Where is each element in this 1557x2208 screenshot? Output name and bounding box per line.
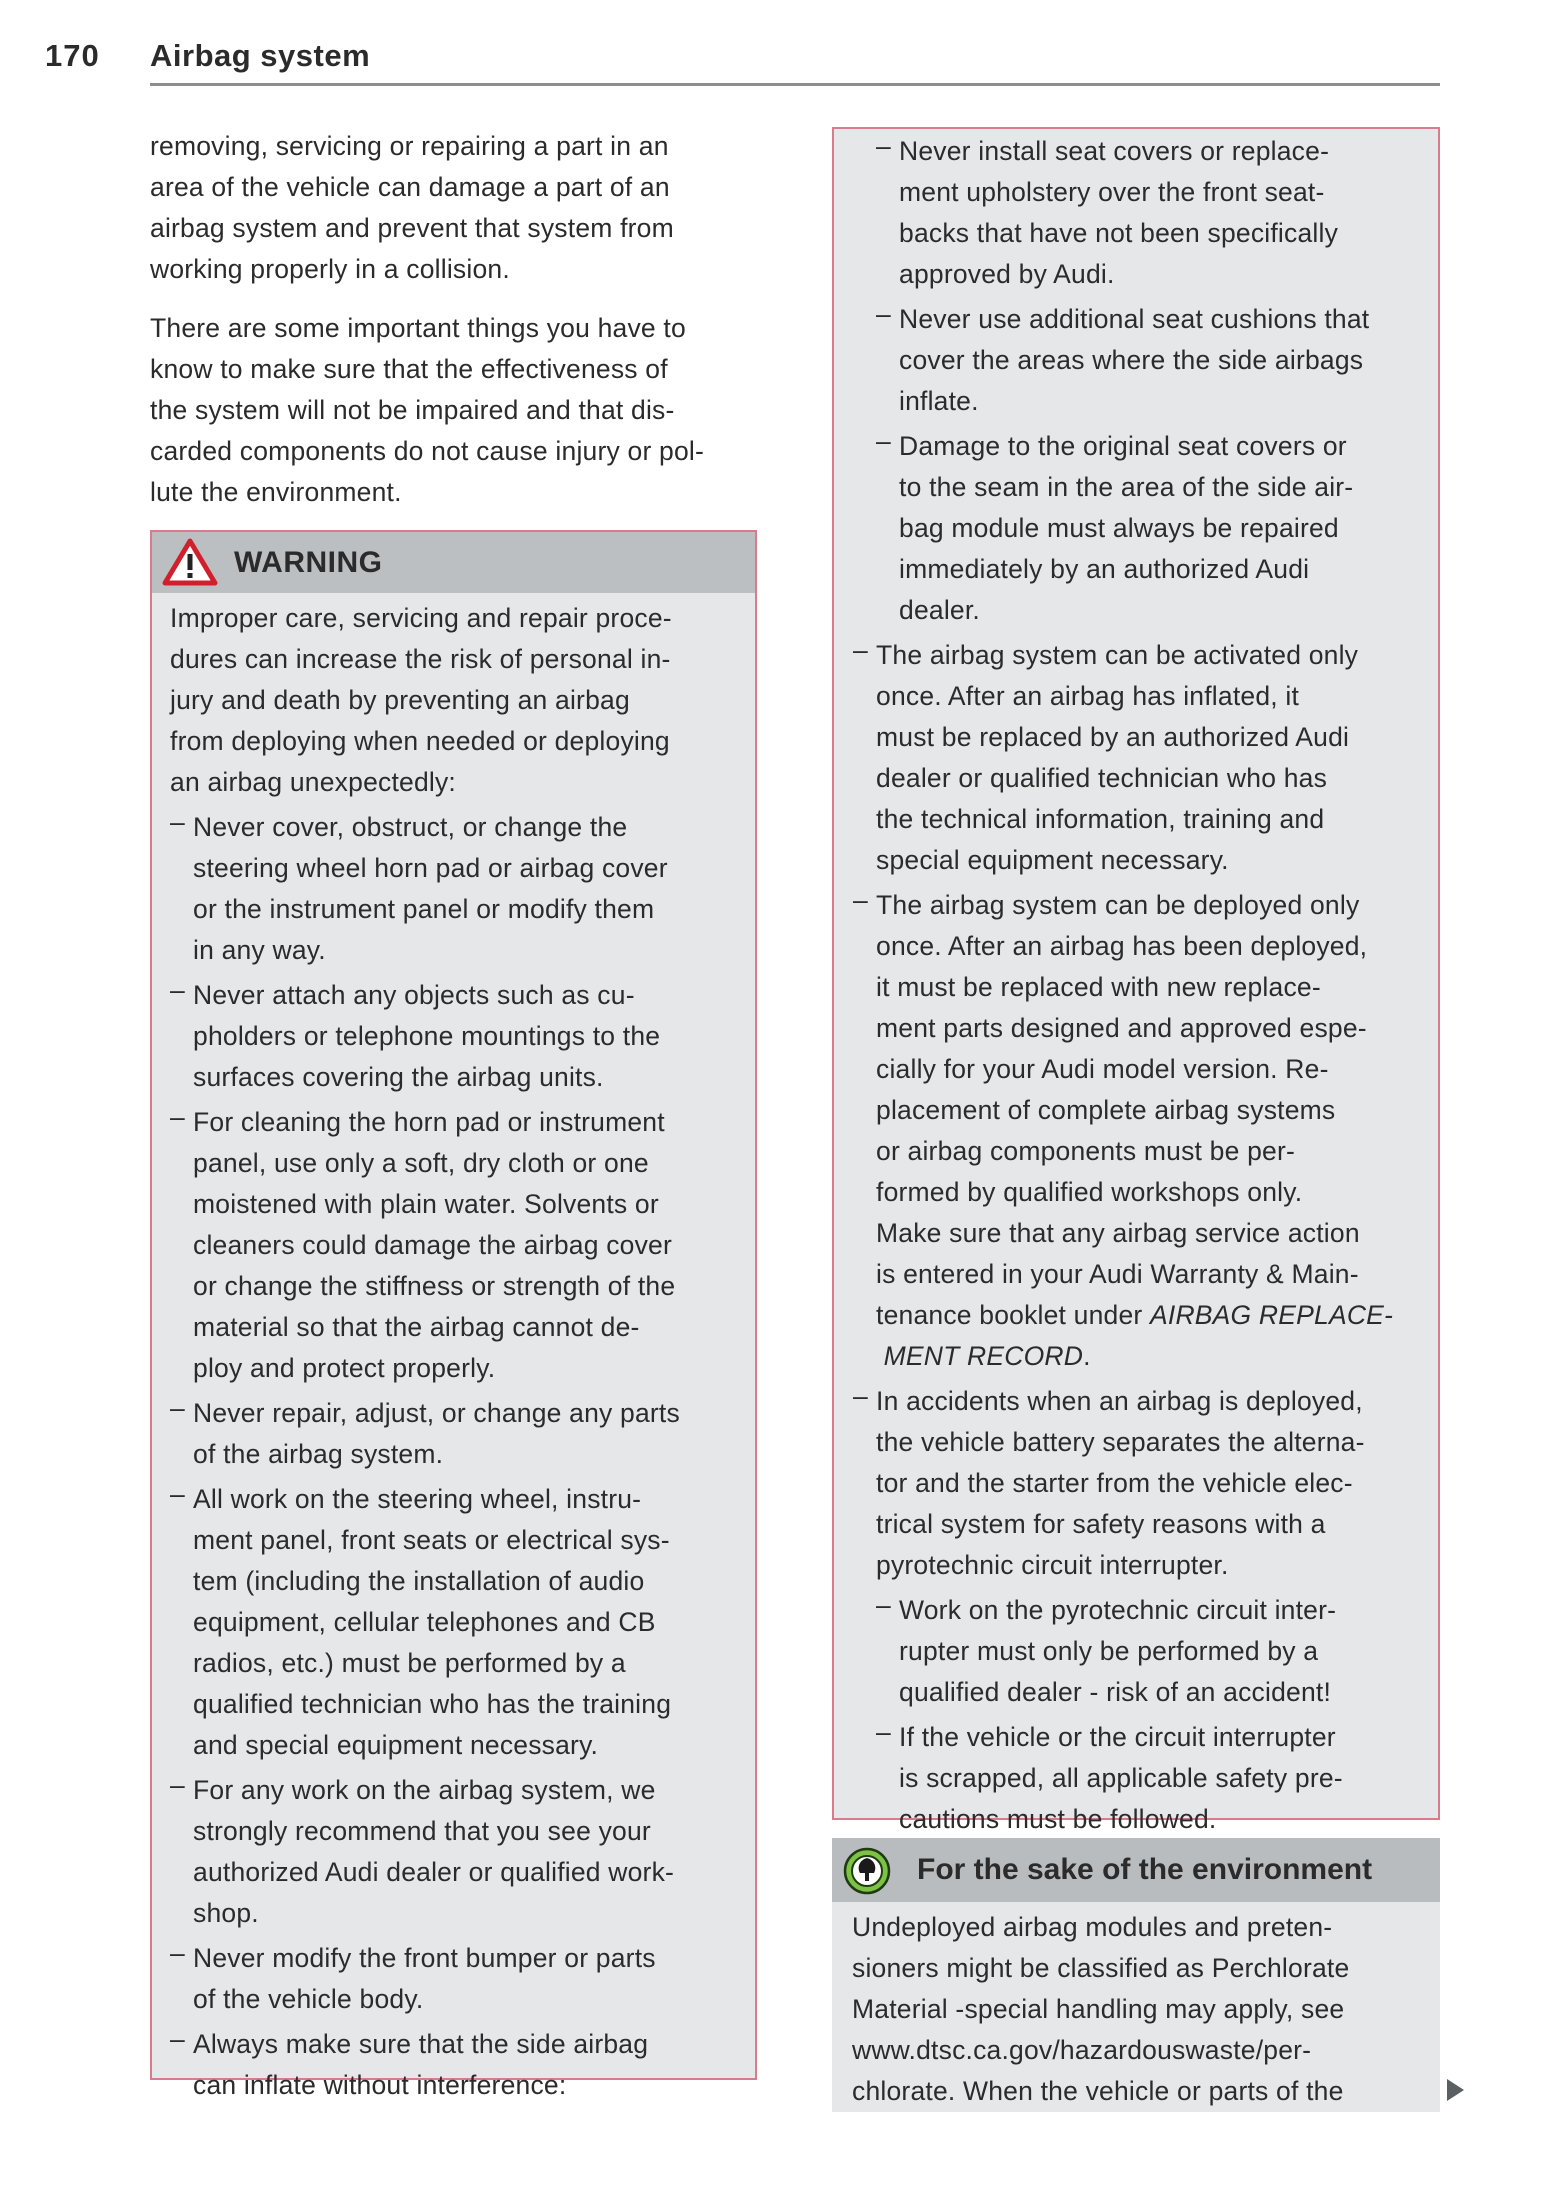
tree-icon <box>842 1846 892 1901</box>
text-line: tor and the starter from the vehicle elec- <box>876 1468 1353 1498</box>
text-line: it must be replaced with new replace- <box>876 972 1321 1002</box>
text-line <box>876 1295 1432 1336</box>
text-line: Material -special handling may apply, see <box>852 1994 1345 2024</box>
text-line: ploy and protect properly. <box>193 1353 496 1383</box>
text-line: placement of complete airbag systems <box>876 1095 1336 1125</box>
text-line: There are some important things you have to <box>150 313 686 343</box>
warning-continued-body <box>852 131 1432 1840</box>
text-line: removing, servicing or repairing a part in an <box>150 131 669 161</box>
text-line: special equipment necessary. <box>876 845 1229 875</box>
text-line: rupter must only be performed by a <box>899 1636 1319 1666</box>
header-rule <box>150 83 1440 86</box>
text-line: backs that have not been specifically <box>899 218 1339 248</box>
text-segment: . <box>1083 1341 1091 1371</box>
text-line: Damage to the original seat covers or <box>899 431 1347 461</box>
bullet-dash: – <box>876 131 891 161</box>
bullet-dash: – <box>170 1938 185 1968</box>
text-line: immediately by an authorized Audi <box>899 554 1310 584</box>
text-line: moistened with plain water. Solvents or <box>193 1189 659 1219</box>
text-line: qualified dealer - risk of an accident! <box>899 1677 1332 1707</box>
text-line: In accidents when an airbag is deployed, <box>876 1386 1363 1416</box>
text-line: or airbag components must be per- <box>876 1136 1296 1166</box>
text-line: of the vehicle body. <box>193 1984 424 2014</box>
warning-box <box>150 530 757 2100</box>
text-line: in any way. <box>193 935 326 965</box>
text-line: The airbag system can be activated only <box>876 640 1359 670</box>
text-line: dealer or qualified technician who has <box>876 763 1328 793</box>
text-line: For any work on the airbag system, we <box>193 1775 656 1805</box>
bullet-item <box>852 885 1432 1377</box>
text-line: from deploying when needed or deploying <box>170 726 670 756</box>
text-line: must be replaced by an authorized Audi <box>876 722 1350 752</box>
text-line: cleaners could damage the airbag cover <box>193 1230 672 1260</box>
environment-title: For the sake of the environment <box>917 1853 1373 1886</box>
text-line: of the airbag system. <box>193 1439 444 1469</box>
text-line: steering wheel horn pad or airbag cover <box>193 853 668 883</box>
text-line: trical system for safety reasons with a <box>876 1509 1326 1539</box>
text-segment: tenance booklet under <box>876 1300 1151 1330</box>
bullet-item <box>852 426 1432 631</box>
text-line: pyrotechnic circuit interrupter. <box>876 1550 1229 1580</box>
text-line: approved by Audi. <box>899 259 1115 289</box>
warning-continued-box <box>832 127 1440 1834</box>
text-line: chlorate. When the vehicle or parts of the <box>852 2076 1344 2106</box>
bullet-dash: – <box>170 807 185 837</box>
text-line: or the instrument panel or modify them <box>193 894 655 924</box>
text-line: is entered in your Audi Warranty & Main- <box>876 1259 1359 1289</box>
text-line: Always make sure that the side airbag <box>193 2029 649 2059</box>
text-line: can inflate without interference: <box>193 2070 567 2100</box>
bullet-dash: – <box>170 1393 185 1423</box>
text-line: strongly recommend that you see your <box>193 1816 651 1846</box>
text-line: Never attach any objects such as cu- <box>193 980 635 1010</box>
text-line: qualified technician who has the training <box>193 1689 672 1719</box>
environment-body <box>852 1907 1432 2112</box>
bullet-item <box>170 1770 750 1934</box>
text-line: bag module must always be repaired <box>899 513 1339 543</box>
text-line: Never modify the front bumper or parts <box>193 1943 656 1973</box>
bullet-dash: – <box>876 1717 891 1747</box>
text-line: the technical information, training and <box>876 804 1325 834</box>
bullet-item <box>852 1717 1432 1840</box>
text-line: or change the stiffness or strength of the <box>193 1271 676 1301</box>
bullet-dash: – <box>853 635 868 665</box>
text-line: dealer. <box>899 595 980 625</box>
bullet-dash: – <box>170 1479 185 1509</box>
text-line: pholders or telephone mountings to the <box>193 1021 661 1051</box>
bullet-item <box>852 1381 1432 1586</box>
text-line: authorized Audi dealer or qualified work- <box>193 1857 675 1887</box>
text-line: equipment, cellular telephones and CB <box>193 1607 656 1637</box>
intro-text <box>150 126 760 531</box>
text-line: tem (including the installation of audio <box>193 1566 645 1596</box>
italic-text: AIRBAG REPLACE- <box>1150 1300 1394 1330</box>
text-line: For cleaning the horn pad or instrument <box>193 1107 665 1137</box>
text-line: surfaces covering the airbag units. <box>193 1062 604 1092</box>
text-line: material so that the airbag cannot de- <box>193 1312 640 1342</box>
text-line: inflate. <box>899 386 979 416</box>
text-line: radios, etc.) must be performed by a <box>193 1648 626 1678</box>
text-line <box>876 1336 1432 1377</box>
text-line: cover the areas where the side airbags <box>899 345 1364 375</box>
bullet-dash: – <box>853 1381 868 1411</box>
bullet-dash: – <box>170 2024 185 2054</box>
environment-header <box>832 1838 1440 1902</box>
text-line: Never repair, adjust, or change any parts <box>193 1398 680 1428</box>
warning-triangle-icon <box>162 538 218 591</box>
text-line: ment upholstery over the front seat- <box>899 177 1325 207</box>
text-line: carded components do not cause injury or pol- <box>150 436 705 466</box>
text-line: cially for your Audi model version. Re- <box>876 1054 1329 1084</box>
text-line: Work on the pyrotechnic circuit inter- <box>899 1595 1337 1625</box>
text-line: to the seam in the area of the side air- <box>899 472 1354 502</box>
text-line: ment panel, front seats or electrical sys- <box>193 1525 670 1555</box>
text-line: once. After an airbag has been deployed, <box>876 931 1368 961</box>
bullet-dash: – <box>170 1770 185 1800</box>
bullet-dash: – <box>876 1590 891 1620</box>
environment-box <box>832 1838 1440 2112</box>
text-line: and special equipment necessary. <box>193 1730 599 1760</box>
bullet-item <box>170 1479 750 1766</box>
text-line: If the vehicle or the circuit interrupter <box>899 1722 1336 1752</box>
text-line: cautions must be followed. <box>899 1804 1217 1834</box>
bullet-item <box>852 1590 1432 1713</box>
text-line: dures can increase the risk of personal in- <box>170 644 671 674</box>
bullet-dash: – <box>170 1102 185 1132</box>
bullet-item <box>852 635 1432 881</box>
text-line: formed by qualified workshops only. <box>876 1177 1303 1207</box>
bullet-item <box>170 2024 750 2106</box>
page-number: 170 <box>45 38 100 73</box>
text-line: lute the environment. <box>150 477 402 507</box>
bullet-dash: – <box>853 885 868 915</box>
bullet-dash: – <box>170 975 185 1005</box>
text-line: shop. <box>193 1898 259 1928</box>
bullet-dash: – <box>876 426 891 456</box>
text-line: Never use additional seat cushions that <box>899 304 1370 334</box>
text-line: Never install seat covers or replace- <box>899 136 1330 166</box>
text-line: www.dtsc.ca.gov/hazardouswaste/per- <box>852 2035 1312 2065</box>
text-line: the system will not be impaired and that dis- <box>150 395 675 425</box>
bullet-dash: – <box>876 299 891 329</box>
paragraph <box>150 126 760 290</box>
warning-body <box>170 598 750 2106</box>
text-line: Make sure that any airbag service action <box>876 1218 1360 1248</box>
text-line: All work on the steering wheel, instru- <box>193 1484 642 1514</box>
text-line: jury and death by preventing an airbag <box>170 685 630 715</box>
text-line: the vehicle battery separates the alterna- <box>876 1427 1365 1457</box>
warning-title: WARNING <box>234 546 383 579</box>
bullet-item <box>170 1102 750 1389</box>
text-line: Undeployed airbag modules and preten- <box>852 1912 1333 1942</box>
bullet-item <box>170 1393 750 1475</box>
text-line: sioners might be classified as Perchlorate <box>852 1953 1350 1983</box>
continue-next-page-arrow-icon <box>1447 2079 1464 2101</box>
page-title: Airbag system <box>150 38 371 73</box>
text-line: airbag system and prevent that system from <box>150 213 674 243</box>
bullet-item <box>170 1938 750 2020</box>
text-line: once. After an airbag has inflated, it <box>876 681 1300 711</box>
text-line: know to make sure that the effectiveness of <box>150 354 668 384</box>
bullet-item <box>170 975 750 1098</box>
paragraph <box>150 308 760 513</box>
text-line: The airbag system can be deployed only <box>876 890 1360 920</box>
bullet-item <box>852 299 1432 422</box>
bullet-item <box>170 807 750 971</box>
bullet-item <box>852 131 1432 295</box>
text-line: Never cover, obstruct, or change the <box>193 812 628 842</box>
text-line: working properly in a collision. <box>150 254 510 284</box>
italic-text: MENT RECORD <box>883 1341 1084 1371</box>
text-line: is scrapped, all applicable safety pre- <box>899 1763 1343 1793</box>
paragraph <box>170 598 750 803</box>
text-segment <box>876 1341 884 1371</box>
text-line: an airbag unexpectedly: <box>170 767 456 797</box>
text-line: ment parts designed and approved espe- <box>876 1013 1367 1043</box>
warning-header <box>152 532 755 593</box>
text-line: Improper care, servicing and repair proce- <box>170 603 672 633</box>
text-line: panel, use only a soft, dry cloth or one <box>193 1148 649 1178</box>
text-line: area of the vehicle can damage a part of an <box>150 172 670 202</box>
